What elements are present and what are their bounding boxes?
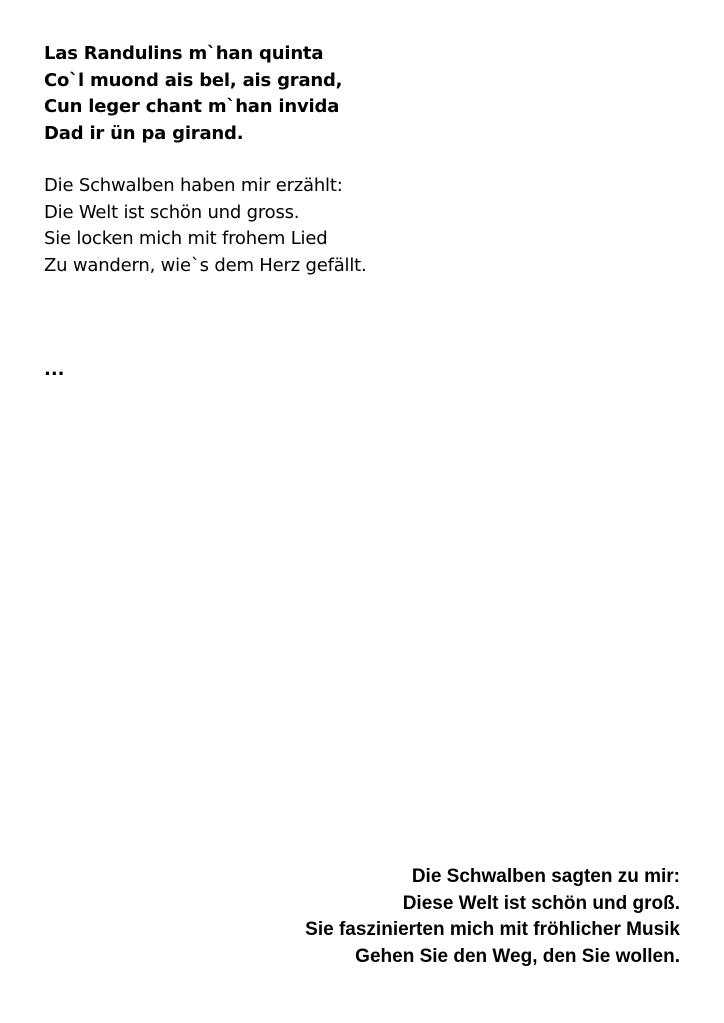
romansh-line: Las Randulins m`han quinta xyxy=(44,43,324,64)
translation-line: Sie faszinierten mich mit fröhlicher Musik xyxy=(305,919,680,940)
german-line: Zu wandern, wie`s dem Herz gefällt. xyxy=(44,254,367,276)
ellipsis-marker: ... xyxy=(44,359,65,380)
german-line: Die Schwalben haben mir erzählt: xyxy=(44,175,343,196)
translation-line: Diese Welt ist schön und groß. xyxy=(402,892,680,914)
german-line: Die Welt ist schön und gross. xyxy=(44,201,300,223)
german-stanza xyxy=(44,173,367,279)
german-line: Sie locken mich mit frohem Lied xyxy=(44,228,328,249)
romansh-line: Dad ir ün pa girand. xyxy=(44,122,244,144)
romansh-line: Co`l muond ais bel, ais grand, xyxy=(44,69,343,91)
romansh-line: Cun leger chant m`han invida xyxy=(44,96,340,117)
romansh-stanza xyxy=(44,41,342,147)
translation-line: Die Schwalben sagten zu mir: xyxy=(411,866,680,887)
translation-line: Gehen Sie den Weg, den Sie wollen. xyxy=(355,945,680,967)
translation-stanza xyxy=(305,864,680,970)
